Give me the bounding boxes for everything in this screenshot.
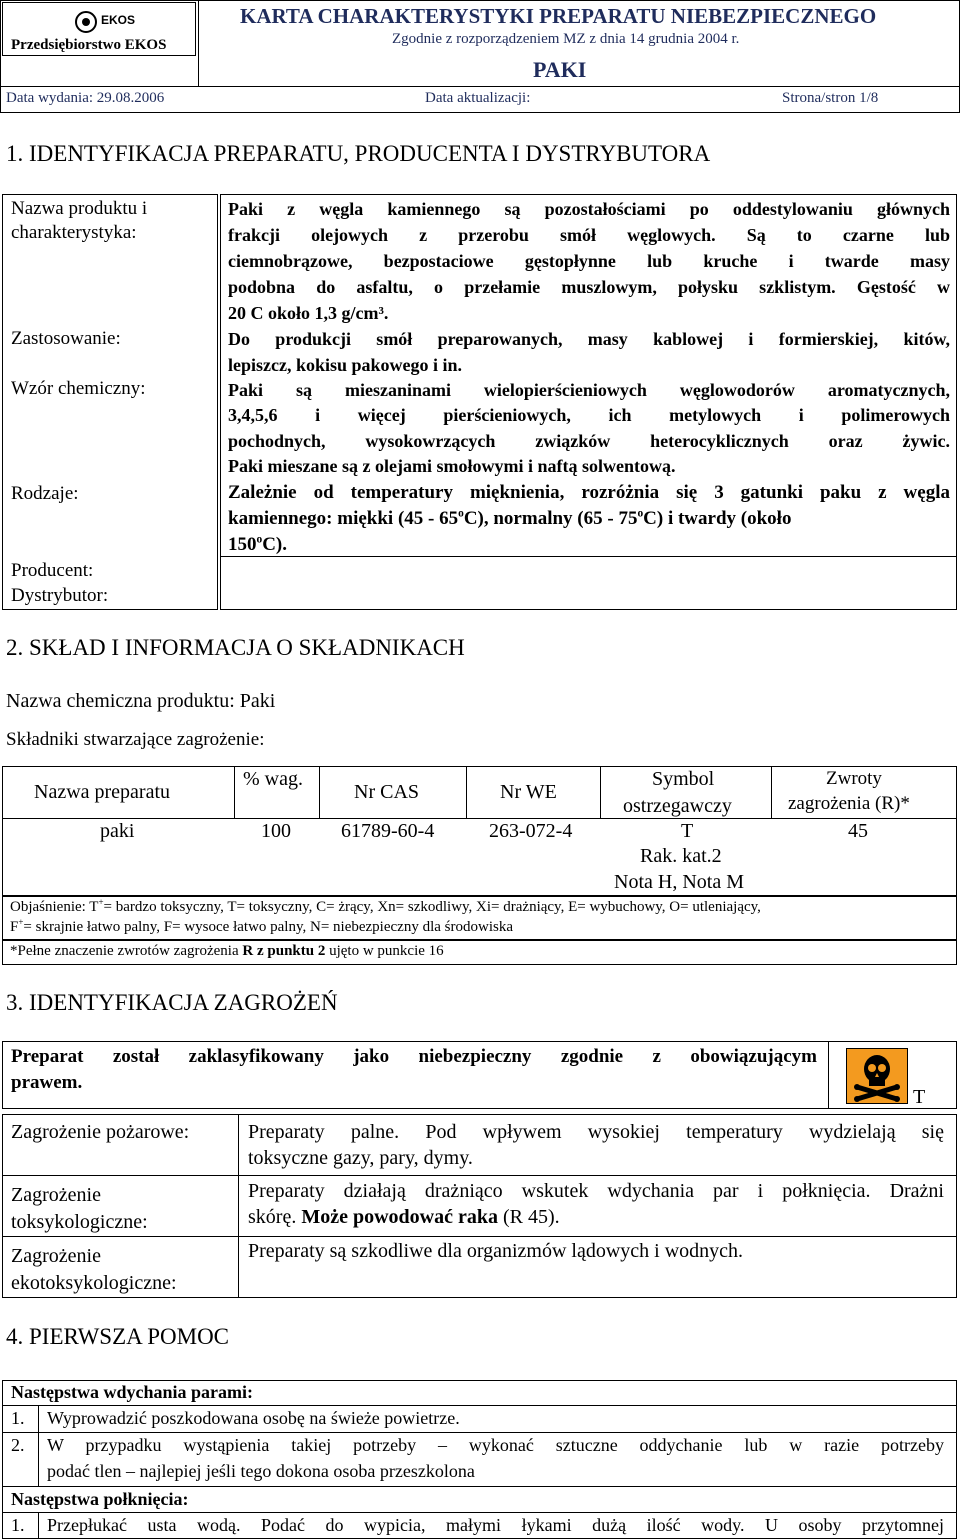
col-we: Nr WE <box>500 781 557 803</box>
label-ecotoxicological-2: ekotoksykologiczne: <box>11 1272 177 1294</box>
types-line-1: Zależnie od temperatury mięknienia, rozróżnia się 3 gatunki paku z węgla <box>228 482 950 503</box>
description-line-2: frakcji olejowych z przerobu smół węglowych. Są to czarne lub <box>228 225 950 245</box>
row-r-phrase: 45 <box>848 820 868 842</box>
issue-date: Data wydania: 29.08.2006 <box>6 90 165 106</box>
label-inhalation: Następstwa wdychania parami: <box>11 1382 254 1402</box>
swallowing-1-text: Przepłukać usta wodą. Podać do wypicia, małymi łykami dużą ilość wody. U osoby przytomnej <box>47 1515 944 1535</box>
toxicological-line-1: Preparaty działają drażniąco wskutek wdychania par i połknięcia. Drażni <box>248 1180 944 1202</box>
row-symbol-2: Rak. kat.2 <box>640 845 722 867</box>
section-2-heading: 2. SKŁAD I INFORMACJA O SKŁADNIKACH <box>6 635 465 660</box>
hazardous-components: Składniki stwarzające zagrożenie: <box>6 729 265 750</box>
label-product-name: Nazwa produktu i <box>11 198 148 219</box>
row-symbol: T <box>681 820 694 842</box>
section-4-heading: 4. PIERWSZA POMOC <box>6 1324 230 1349</box>
ekos-logo-icon <box>75 11 97 33</box>
toxicological-line-2: skórę. Może powodować raka (R 45). <box>248 1206 560 1228</box>
label-ecotoxicological: Zagrożenie <box>11 1245 101 1267</box>
formula-line-2: 3,4,5,6 i więcej pierścieniowych, ich metylowych i polimerowych <box>228 405 950 425</box>
fire-hazard-line-2: toksyczne gazy, pary, dymy. <box>248 1147 473 1169</box>
col-symbol: Symbol <box>652 768 715 790</box>
swallowing-1-number: 1. <box>11 1515 25 1535</box>
row-weight: 100 <box>261 820 291 842</box>
types-line-2: kamiennego: miękki (45 - 65$^o$C), normalny (65 - 75$^o$C) i twardy (około <box>228 507 792 529</box>
use-line-1: Do produkcji smół preparowanych, masy kablowej i formierskiej, kitów, <box>228 329 950 349</box>
label-types: Rodzaje: <box>11 483 79 504</box>
section-1-heading: 1. IDENTYFIKACJA PREPARATU, PRODUCENTA I DYSTRYBUTORA <box>6 141 711 166</box>
logo-text: EKOS <box>101 13 136 27</box>
col-cas: Nr CAS <box>354 781 420 803</box>
label-swallowing: Następstwa połknięcia: <box>11 1489 189 1509</box>
classification-line-2: prawem. <box>11 1072 83 1093</box>
update-date: Data aktualizacji: <box>425 90 531 106</box>
formula-line-1: Paki są mieszaninami wielopierścieniowych węglowodorów aromatycznych, <box>228 380 950 400</box>
col-r-phrases: Zwroty <box>826 768 882 789</box>
description-line-3: ciemnobrązowe, bezpostaciowe gęstopłynne lub kruche i twarde masy <box>228 251 950 271</box>
description-line-4: podobna do asfaltu, o przełamie muszlowym, połysku szklistym. Gęstość w <box>228 277 950 297</box>
document-title: KARTA CHARAKTERYSTYKI PREPARATU NIEBEZPIECZNEGO <box>240 4 877 28</box>
col-preparation-name: Nazwa preparatu <box>34 781 171 803</box>
col-weight-percent: % wag. <box>243 768 303 790</box>
section-1-labels <box>2 194 218 610</box>
inhalation-1-text: Wyprowadzić poszkodowana osobę na świeże powietrze. <box>47 1408 460 1428</box>
legend-line-1: Objaśnienie: T+= bardzo toksyczny, T= toksyczny, C= żrący, Xn= szkodliwy, Xi= drażniący, E= wybuchowy, O= utleniający, <box>10 897 761 915</box>
label-toxicological: Zagrożenie <box>11 1184 101 1206</box>
label-fire-hazard: Zagrożenie pożarowe: <box>11 1121 190 1143</box>
row-symbol-3: Nota H, Nota M <box>614 871 744 893</box>
legend-line-2: F+= skrajnie łatwo palny, F= wysoce łatwo palny, N= niebezpieczny dla środowiska <box>10 917 513 935</box>
label-toxicological-2: toksykologiczne: <box>11 1211 148 1233</box>
hazard-symbol-letter: T <box>913 1086 926 1108</box>
description-line-5: 20 C około 1,3 g/cm³. <box>228 303 389 323</box>
inhalation-1-number: 1. <box>11 1408 25 1428</box>
col-r-phrases-2: zagrożenia (R)* <box>788 793 910 814</box>
skull-crossbones-icon <box>846 1048 908 1104</box>
classification-line-1: Preparat został zaklasyfikowany jako niebezpieczny zgodnie z obowiązującym <box>11 1046 817 1067</box>
inhalation-2-text-2: podać tlen – najlepiej jeśli tego dokona osoba przeszkolona <box>47 1461 475 1481</box>
use-line-2: lepiszcz, kokisu pakowego i in. <box>228 355 463 375</box>
label-use: Zastosowanie: <box>11 328 121 349</box>
page-number: Strona/stron 1/8 <box>782 90 879 106</box>
chemical-name: Nazwa chemiczna produktu: Paki <box>6 690 276 712</box>
types-line-3: 150$^o$C). <box>228 533 288 555</box>
label-producer: Producent: <box>11 560 94 581</box>
formula-line-3: pochodnych, wysokowrzących związków heterocyklicznych oraz żywic. <box>228 431 950 451</box>
product-name: PAKI <box>533 57 587 82</box>
section-3-heading: 3. IDENTYFIKACJA ZAGROŻEŃ <box>6 990 338 1015</box>
label-product-name-2: charakterystyka: <box>11 222 137 243</box>
ecotoxicological-line-1: Preparaty są szkodliwe dla organizmów lądowych i wodnych. <box>248 1240 744 1262</box>
col-symbol-2: ostrzegawczy <box>623 795 732 817</box>
footnote: *Pełne znaczenie zwrotów zagrożenia R z punktu 2 ujęto w punkcie 16 <box>10 943 444 959</box>
row-cas: 61789-60-4 <box>341 820 435 842</box>
description-line-1: Paki z węgla kamiennego są pozostałościami po oddestylowaniu głównych <box>228 199 950 219</box>
row-we: 263-072-4 <box>489 820 573 842</box>
company-logo <box>2 2 196 56</box>
row-name: paki <box>100 820 135 842</box>
formula-line-4: Paki mieszane są z olejami smołowymi i naftą solwentową. <box>228 456 676 476</box>
inhalation-2-text: W przypadku wystąpienia takiej potrzeby – wykonać sztuczne oddychanie lub w razie potrzeby <box>47 1435 944 1455</box>
document-subtitle: Zgodnie z rozporządzeniem MZ z dnia 14 grudnia 2004 r. <box>392 31 740 47</box>
inhalation-2-number: 2. <box>11 1435 25 1455</box>
label-formula: Wzór chemiczny: <box>11 378 146 399</box>
fire-hazard-line-1: Preparaty palne. Pod wpływem wysokiej temperatury wydzielają się <box>248 1121 944 1143</box>
label-distributor: Dystrybutor: <box>11 585 109 606</box>
company-name: Przedsiębiorstwo EKOS <box>11 37 167 53</box>
